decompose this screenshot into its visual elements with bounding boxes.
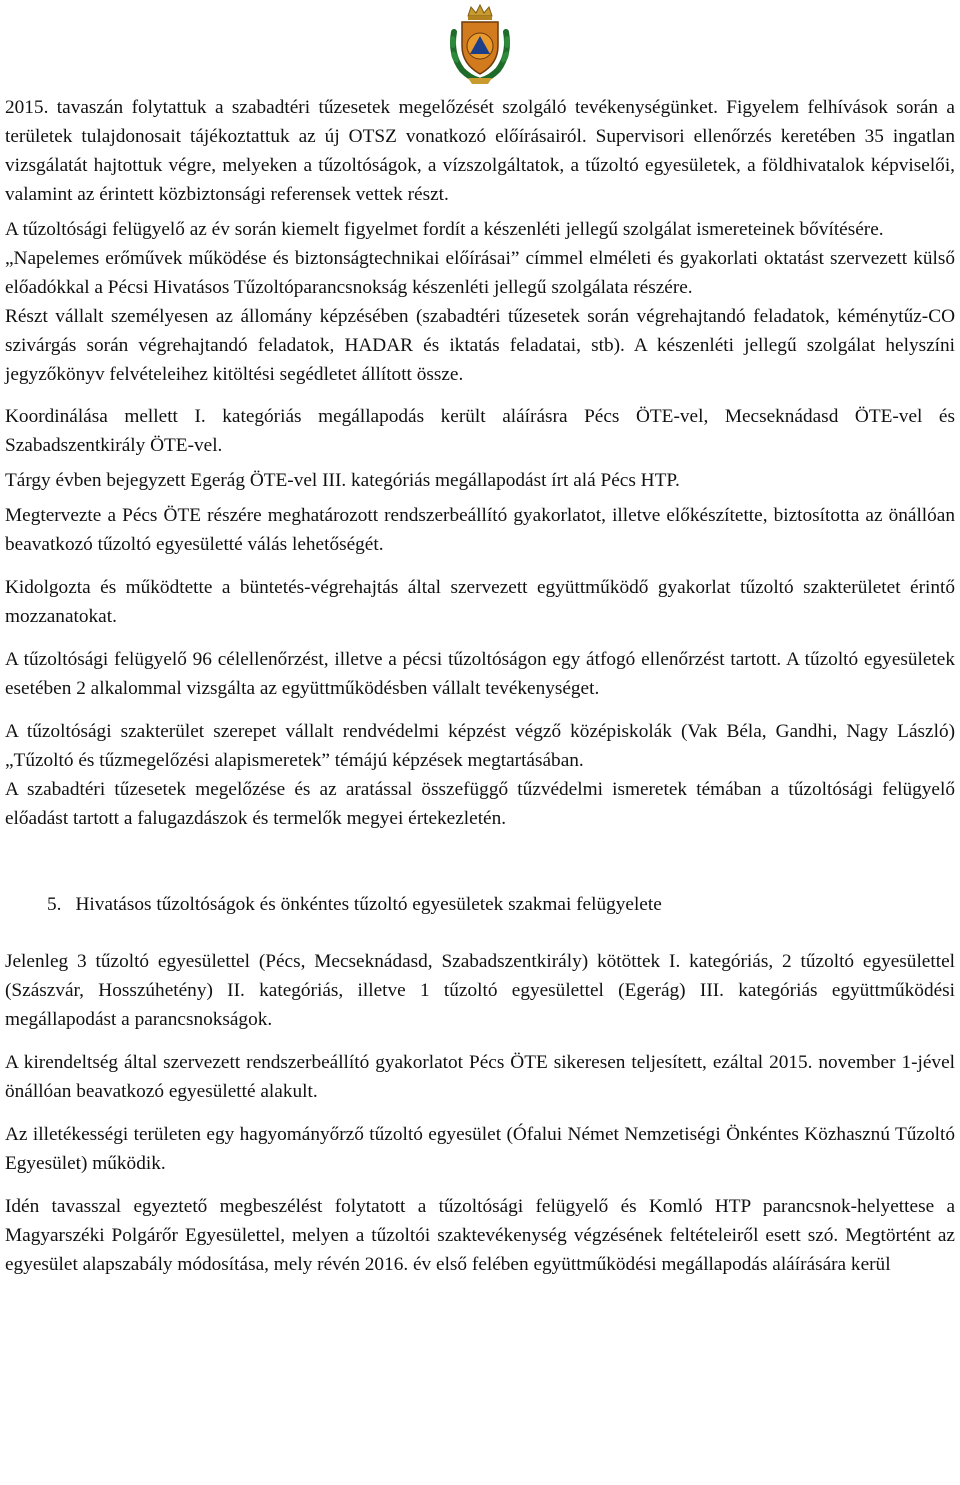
paragraph-staff-training: Részt vállalt személyesen az állomány képzésében (szabadtéri tűzesetek során végrehajtandó feladatok, kéménytűz-CO szivárgás során végrehajtandó feladatok, HADAR és iktatás feladatai, stb). A készenléti jellegű szolgálat helyszíni jegyzőkönyv felvételeihez kitöltési segédletet állított össze.: [5, 306, 955, 385]
paragraph-prevention: 2015. tavaszán folytattuk a szabadtéri tűzesetek megelőzését szolgáló tevékenységünket. Figyelem felhívások során a területek tulajdonosait tájékoztattuk az új OTSZ vonatkozó előírásairól. Supervisori ellenőrzés keretében 35 ingatlan vizsgálatát hajtottuk végre, melyeken a tűzoltóságok, a vízszolgáltatok, a tűzoltó egyesületek, a földhivatalok képviselői, valamint az érintett közbiztonsági referensek vettek részt.: [5, 97, 955, 205]
paragraph-solar-training: „Napelemes erőművek működése és biztonságtechnikai előírásai” címmel elméleti és gyakorlati oktatást szervezett külső előadókkal a Pécsi Hivatásos Tűzoltóparancsnokság készenléti jellegű szolgálata részére.: [5, 248, 955, 298]
paragraph-pecs-ote: A kirendeltség által szervezett rendszerbeállító gyakorlatot Pécs ÖTE sikeresen teljesített, ezáltal 2015. november 1-jével önállóan beavatkozó egyesületté alakult.: [5, 1052, 955, 1102]
document-body: [5, 93, 955, 1279]
paragraph-prison-exercise: Kidolgozta és működtette a büntetés-végrehajtás által szervezett együttműködő gyakorlat tűzoltó szakterületet érintő mozzanatokat.: [5, 577, 955, 627]
paragraph-system-exercise: Megtervezte a Pécs ÖTE részére meghatározott rendszerbeállító gyakorlatot, illetve előkészítette, biztosította az önállóan beavatkozó tűzoltó egyesületté válás lehetőségét.: [5, 505, 955, 555]
paragraph-heritage: Az illetékességi területen egy hagyományőrző tűzoltó egyesület (Ófalui Német Nemzetiségi Önkéntes Közhasznú Tűzoltó Egyesület) működik.: [5, 1124, 955, 1174]
paragraph-inspections: A tűzoltósági felügyelő 96 célellenőrzést, illetve a pécsi tűzoltóságon egy átfogó ellenőrzést tartott. A tűzoltó egyesületek esetében 2 alkalommal vizsgálta az együttműködésben vállalt tevékenységet.: [5, 649, 955, 699]
section-number: 5.: [47, 894, 62, 915]
section-heading: [5, 890, 955, 919]
paragraph-inspector-focus: A tűzoltósági felügyelő az év során kiemelt figyelmet fordít a készenléti jellegű szolgálat ismereteinek bővítésére.: [5, 219, 884, 240]
paragraph-schools: A tűzoltósági szakterület szerepet vállalt rendvédelmi képzést végző középiskolák (Vak Béla, Gandhi, Nagy László) „Tűzoltó és tűzmegelőzési alapismeretek” témájú képzések megtartásában.: [5, 721, 955, 771]
firefighter-emblem-icon: [446, 2, 514, 88]
paragraph-egerag: Tárgy évben bejegyzett Egerág ÖTE-vel III. kategóriás megállapodást írt alá Pécs HTP.: [5, 470, 680, 491]
paragraph-lecture: A szabadtéri tűzesetek megelőzése és az aratással összefüggő tűzvédelmi ismeretek témában a tűzoltósági felügyelő előadást tartott a falugazdászok és termelők megyei értekezletén.: [5, 779, 955, 829]
section-title: Hivatásos tűzoltóságok és önkéntes tűzoltó egyesületek szakmai felügyelete: [75, 894, 662, 915]
paragraph-meeting: Idén tavasszal egyeztető megbeszélést folytatott a tűzoltósági felügyelő és Komló HTP parancsnok-helyettese a Magyarszéki Polgárőr Egyesülettel, melyen a tűzoltói szaktevékenység végzésének feltételeiről esett szó. Megtörtént az egyesület alapszabály módosítása, mely révén 2016. év első felében együttműködési megállapodás aláírására kerül: [5, 1196, 955, 1275]
paragraph-agreements: Koordinálása mellett I. kategóriás megállapodás került aláírásra Pécs ÖTE-vel, Mecseknádasd ÖTE-vel és Szabadszentkirály ÖTE-vel.: [5, 406, 955, 456]
paragraph-associations: Jelenleg 3 tűzoltó egyesülettel (Pécs, Mecseknádasd, Szabadszentkirály) kötöttek I. kategóriás, 2 tűzoltó egyesülettel (Szászvár, Hosszúhetény) II. kategóriás, illetve 1 tűzoltó egyesülettel (Egerág) III. kategóriás együttműködési megállapodást a parancsnokságok.: [5, 951, 955, 1030]
